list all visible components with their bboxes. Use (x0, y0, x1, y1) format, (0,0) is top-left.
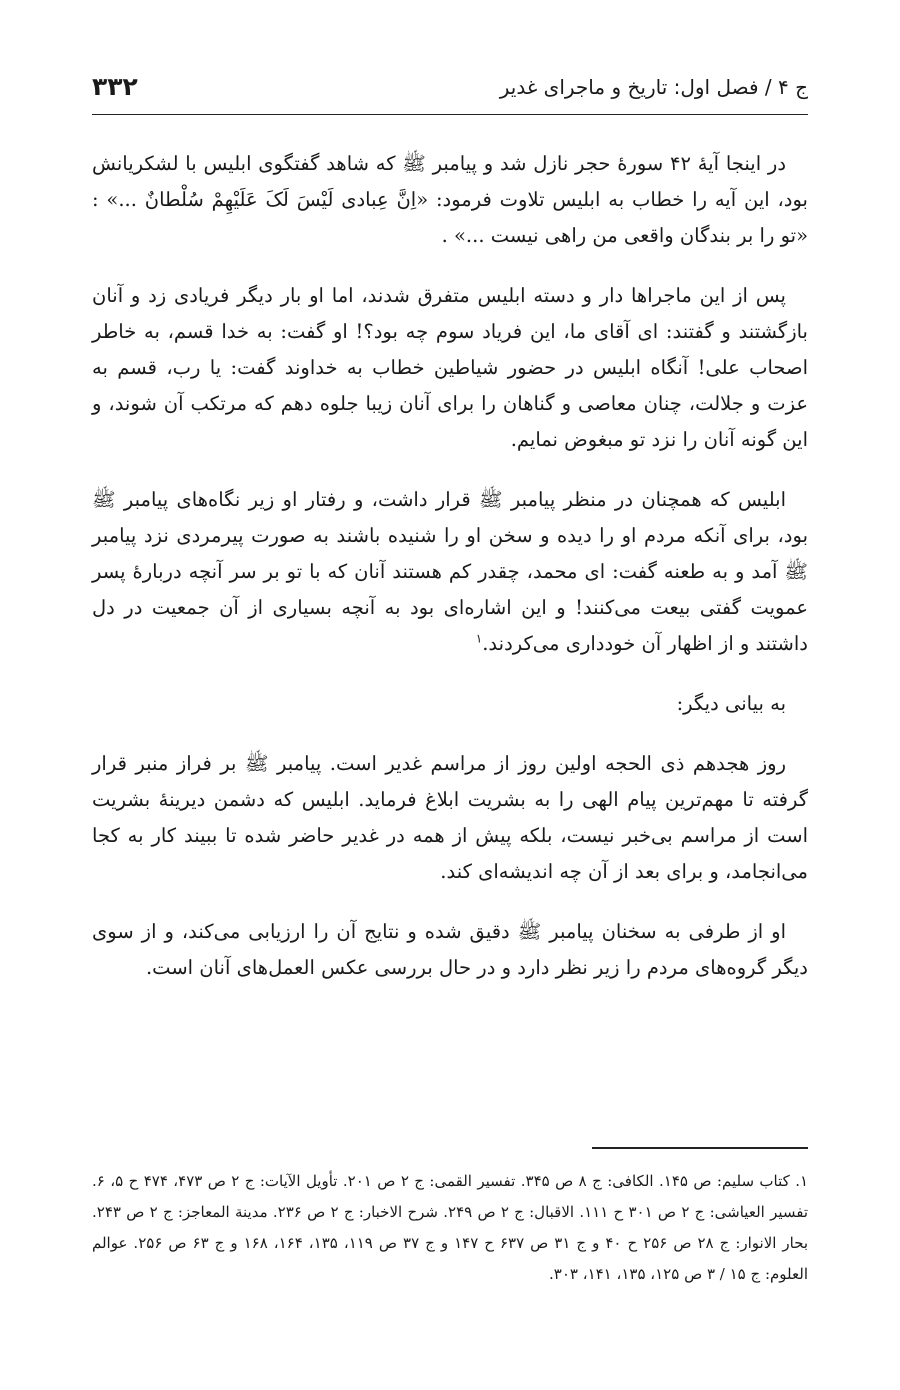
paragraph-text: ابلیس که همچنان در منظر پیامبر ﷺ قرار داشت، و رفتار او زیر نگاه‌های پیامبر ﷺ بود، برای آنکه مردم او را دیده و سخن او را شنیده باشند به صورت پیرمردی نزد پیامبر ﷺ آمد و به طعنه گفت: ای محمد، چقدر کم هستند آنان که با تو بر سر آنچه دربارهٔ پسر عمویت گفتی بیعت می‌کنند! و این اشاره‌ای بود به آنچه بسیاری از آن جمعیت در دل داشتند و از اظهار آن خودداری می‌کردند. (92, 488, 808, 655)
running-title: ج ۴ / فصل اول: تاریخ و ماجرای غدیر (499, 75, 808, 99)
footnote-marker: ۱ (475, 631, 483, 646)
paragraph: او از طرفی به سخنان پیامبر ﷺ دقیق شده و نتایج آن را ارزیابی می‌کند، و از سوی دیگر گروه‌های مردم را زیر نظر دارد و در حال بررسی عکس العمل‌های آنان است. (92, 920, 808, 979)
subheading: به بیانی دیگر: (676, 692, 786, 715)
paragraph (92, 482, 808, 662)
footnote-item: ۱. کتاب سلیم: ص ۱۴۵. الکافی: ج ۸ ص ۳۴۵. تفسیر القمی: ج ۲ ص ۲۰۱. تأویل الآیات: ج ۲ ص ۴۷۳، ۴۷۴ ح ۵، ۶. تفسیر العیاشی: ج ۲ ص ۳۰۱ ح ۱۱۱. الاقبال: ج ۲ ص ۲۴۹. شرح الاخبار: ج ۲ ص ۲۳۶. مدینة المعاجز: ج ۲ ص ۲۴۳. بحار الانوار: ج ۲۸ ص ۲۵۶ ح ۴۰ و ج ۳۱ ص ۶۳۷ ح ۱۴۷ و ج ۳۷ ص ۱۱۹، ۱۳۵، ۱۶۴، ۱۶۸ و ج ۶۳ ص ۲۵۶. عوالم العلوم: ج ۱۵ / ۳ ص ۱۲۵، ۱۳۵، ۱۴۱، ۳۰۳. (92, 1172, 809, 1283)
footnote-divider (592, 1147, 808, 1149)
main-text (92, 146, 808, 1010)
footnotes (92, 1166, 808, 1290)
paragraph: پس از این ماجراها دار و دسته ابلیس متفرق شدند، اما او بار دیگر فریادی زد و آنان بازگشتند و گفتند: ای آقای ما، این فریاد سوم چه بود؟! او گفت: به خدا قسم، به خاطر اصحاب علی! آنگاه ابلیس در حضور شیاطین خطاب به خداوند گفت: یا رب، قسم به عزت و جلالت، چنان معاصی و گناهان را برای آنان زیبا جلوه دهم که مرتکب آن شوند، و این گونه آنان را نزد تو مبغوض نمایم. (92, 284, 808, 451)
paragraph: روز هجدهم ذی الحجه اولین روز از مراسم غدیر است. پیامبر ﷺ بر فراز منبر قرار گرفته تا مهم‌ترین پیام الهی را به بشریت ابلاغ فرماید. ابلیس که دشمن دیرینهٔ بشریت است از مراسم بی‌خبر نیست، بلکه پیش از همه در غدیر حاضر شده تا ببیند کار به کجا می‌انجامد، و برای بعد از آن چه اندیشه‌ای کند. (92, 752, 808, 883)
page-number: ۳۳۲ (92, 72, 138, 101)
paragraph: در اینجا آیهٔ ۴۲ سورهٔ حجر نازل شد و پیامبر ﷺ که شاهد گفتگوی ابلیس با لشکریانش بود، این آیه را خطاب به ابلیس تلاوت فرمود: «اِنَّ عِبادی لَیْسَ لَکَ عَلَیْهِمْ سُلْطانٌ ...» : «تو را بر بندگان واقعی من راهی نیست ...» . (92, 152, 808, 247)
page-header (92, 70, 808, 115)
